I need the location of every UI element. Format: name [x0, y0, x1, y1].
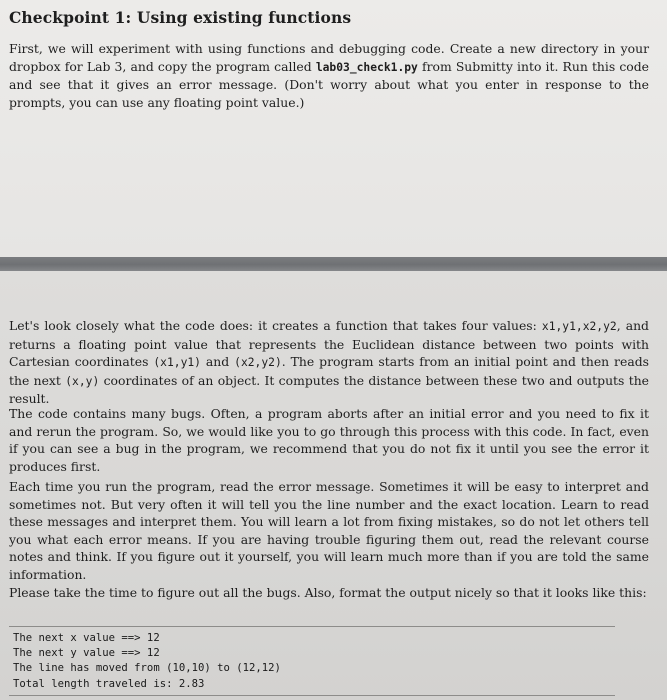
desc-text-2: , and returns a floating point value that represents the Euclidean distance between two points with Cartesian coordinates [9, 318, 649, 370]
page-divider [0, 257, 667, 271]
page-top-section [0, 0, 667, 257]
intro-paragraph [9, 40, 649, 111]
intro-text-2: from Submitty into it. Run this code and see that it gives an error message. (Don't worry about what you enter in response to the prompts, you can use any floating point value.) [9, 58, 650, 110]
desc-text-1: Let's look closely what the code does: it creates a function that takes four values: [9, 318, 542, 333]
file-name: lab03_check1.py [315, 60, 418, 74]
output-line: The line has moved from (10,10) to (12,12) [13, 662, 281, 675]
desc-vars: x1,y1,x2,y2 [541, 320, 617, 333]
output-line: The next x value ==> 12 [13, 632, 160, 644]
description-paragraph [9, 317, 649, 408]
format-paragraph: Please take the time to figure out all the bugs. Also, format the output nicely so that it looks like this: [9, 585, 647, 600]
section-heading: Checkpoint 1: Using existing functions [9, 8, 352, 27]
desc-coord-1: (x1,y1) [153, 356, 201, 370]
bugs-paragraph: The code contains many bugs. Often, a program aborts after an initial error and you need to fix it and rerun the program. So, we would like you to go through this process with this code. In fact, even if you can see a bug in the program, we recommend that you do not fix it until you see the error it produces first. [9, 406, 649, 474]
desc-text-4: . The program starts from an initial point and then reads the next [9, 354, 649, 388]
intro-text-1: First, we will experiment with using functions and debugging code. Create a new directory in your dropbox for Lab 3, and copy the program called [9, 41, 649, 74]
desc-text-3: and [200, 354, 235, 370]
desc-coord-3: (x,y) [65, 374, 100, 388]
error-messages-paragraph: Each time you run the program, read the error message. Sometimes it will be easy to interpret and sometimes not. But very often it will tell you the line number and the exact location. Learn to read these messages and interpret them. You will learn a lot from fixing mistakes, so do not let others tell you what each error means. If you are having trouble figuring them out, read the relevant course notes and think. If you figure out it yourself, you will learn much more than if you are told the same information. [9, 479, 649, 582]
output-line: The next y value ==> 12 [13, 647, 160, 660]
desc-text-5: coordinates of an object. It computes the distance between these two and outputs the result. [9, 372, 650, 407]
output-line: Total length traveled is: 2.83 [13, 677, 205, 690]
sample-output-block [9, 626, 615, 696]
desc-coord-2: (x2,y2) [234, 356, 282, 370]
